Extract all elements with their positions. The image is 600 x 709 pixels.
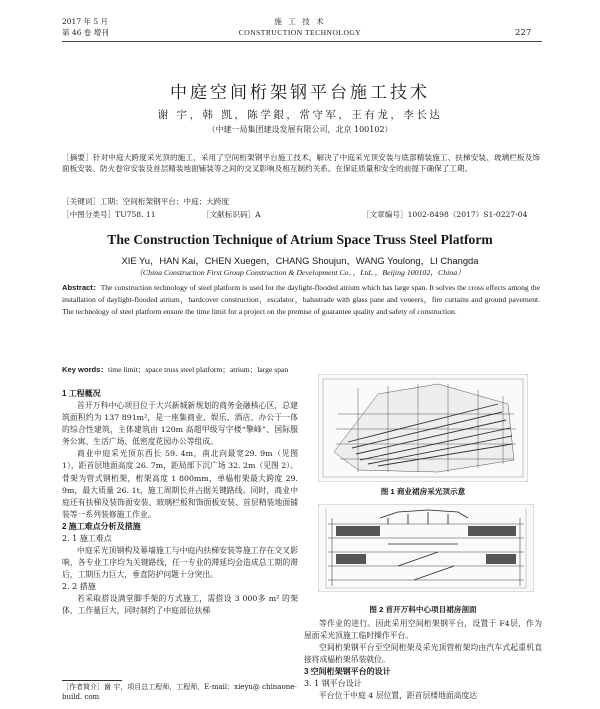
authors-cn: 谢 宇，韩 凯，陈学銀，常守军，王有龙，李长达 [157, 109, 443, 121]
figure-1-caption: 图 1 商业裙房采光顶示意 [380, 487, 466, 496]
header-journal-cn: 施 工 技 术 [274, 17, 326, 26]
section-3-1-title: 3. 1 钢平台设计 [304, 679, 362, 689]
keywords-cn-text: 工期；空间桁架钢平台；中庭；大跨度 [99, 197, 230, 206]
paragraph: 等作业的进行。因此采用空间桁架钢平台，设置于 F4层，作为屋面采光顶施工临时操作平台。 [304, 619, 542, 641]
header-date: 2017 年 5 月 [62, 17, 109, 26]
section-2-2-title: 2. 2 措施 [62, 582, 96, 592]
affiliation-en: （China Construction First Group Construction & Development Co．，Ltd．，Beijing 100102，China） [135, 268, 465, 277]
article-no-value: 1002-8498（2017）S1-0227-04 [407, 210, 528, 219]
paragraph: 平台位于中庭 4 层位置，距首层楼地面高度达 [319, 691, 478, 701]
abstract-cn-label: ［摘要］ [62, 153, 93, 162]
paragraph: 空间桁架钢平台至空间桁架及采光顶管桁架均由汽车式起重机直接将成榀桁架吊装就位。 [304, 643, 542, 665]
footnote: ［作者简介］谢 宇，项目总工程师，工程师，E-mail：xieyu@ chinaone-build. com [62, 683, 297, 701]
paragraph: 商业中庭采光顶东西长 59. 4m，南北向最宽29. 9m（见图1），距首层地面高度 26. 7m，距局部下沉广场 32. 2m（见图 2）。骨架为管式钢桁架，桁架高度 1 800mm，单榀桁架最大跨度 29. 9m，最大质量 26. 1t，施工周期长并占据关键路线。同时，商业中庭还有扶梯及装饰面安装、玻璃栏板和饰面板安装、首层精装地面铺装等一系列装修施工作业。 [62, 449, 298, 519]
clc-label: ［中图分类号］ [62, 210, 116, 219]
affiliation-cn: （中建一局集团建设发展有限公司，北京 100102） [207, 125, 393, 134]
authors-en: XIE Yu，HAN Kai，CHEN Xuegen，CHANG Shoujun，WANG Youlong，LI Changda [121, 255, 479, 266]
section-2-1-title: 2. 1 施工难点 [62, 533, 112, 543]
keywords-en-text: time limit；space truss steel platform；atrium；large span [108, 365, 289, 374]
article-no-label: ［文章编号］ [362, 210, 408, 219]
section-3-title: 3 空间桁架钢平台的设计 [304, 667, 391, 677]
header-rule [62, 41, 542, 42]
abstract-en [62, 282, 540, 319]
paragraph: 中庭采光顶钢构及幕墙施工与中庭内扶梯安装等施工存在交叉影响，各专业工序均为关键路线，任一专业的滞延均会造成总工期的滞后，工期压力巨大，垂直防护问题十分突出。 [62, 545, 298, 580]
clc-value: TU758. 11 [115, 210, 156, 219]
keywords-cn-label: ［关键词］ [62, 197, 100, 206]
figure-2-caption: 图 2 首开万科中心项目裙房剖面 [369, 605, 477, 614]
header-volume: 第 46 卷 增刊 [62, 28, 109, 37]
paragraph: 若采取搭设满堂脚手架的方式施工，需搭设 3 000多 m² 的架体，工作量巨大，同时制约了中庭部位扶梯 [62, 594, 298, 616]
title-en: The Construction Technique of Atrium Space Truss Steel Platform [107, 232, 493, 247]
section-2-title: 2 施工难点分析及措施 [62, 521, 141, 531]
body-left-column [62, 388, 298, 617]
doc-code-label: ［文献标识码］ [202, 210, 256, 219]
page-number: 227 [515, 28, 532, 38]
paragraph: 首开万科中心项目位于大兴新城新规划的商务金融核心区，总建筑面积约为 137 891m²，是一座集商业、娱乐、酒店、办公于一体的综合性建筑，主体建筑由 120m 高超甲级写字楼“擎峰”、国际服务公寓、生活广场、低密度花园办公等组成。 [62, 401, 298, 447]
doc-code-value: A [255, 210, 261, 219]
body-right-column [304, 618, 542, 702]
figure-2-drawing [318, 504, 534, 592]
section-1-title: 1 工程概况 [62, 389, 101, 398]
abstract-en-text: The construction technology of steel platform is used for the daylight-flooded atrium which has large span. It solves the cross effects among the installation of daylight-flooded atrium，hardcover construction，escalator，balustrade with glass pane and veneers，fire curtains and ground pavement. The technology of steel platform ensure the time limit for a project on the premise of guarantee quality and safety of construction. [62, 283, 540, 317]
keywords-en-label: Key words： [62, 365, 108, 374]
abstract-cn-text: 针对中庭大跨度采光顶的施工，采用了空间桁架钢平台施工技术，解决了中庭采光顶安装与底部精装施工、扶梯安装、玻璃栏板及饰面板安装、防火卷帘安装及首层精装地面铺装等之间的交叉影响及相互制约关系。在保证质量和安全的前提下确保了工期。 [62, 153, 541, 173]
keywords-cn [62, 196, 540, 207]
header-journal-en: CONSTRUCTION TECHNOLOGY [238, 28, 362, 37]
figure-1-drawing [318, 374, 528, 482]
footnote-rule [62, 680, 122, 681]
title-cn: 中庭空间桁架钢平台施工技术 [170, 83, 430, 103]
abstract-cn [62, 152, 540, 174]
abstract-en-label: Abstract： [62, 283, 101, 292]
